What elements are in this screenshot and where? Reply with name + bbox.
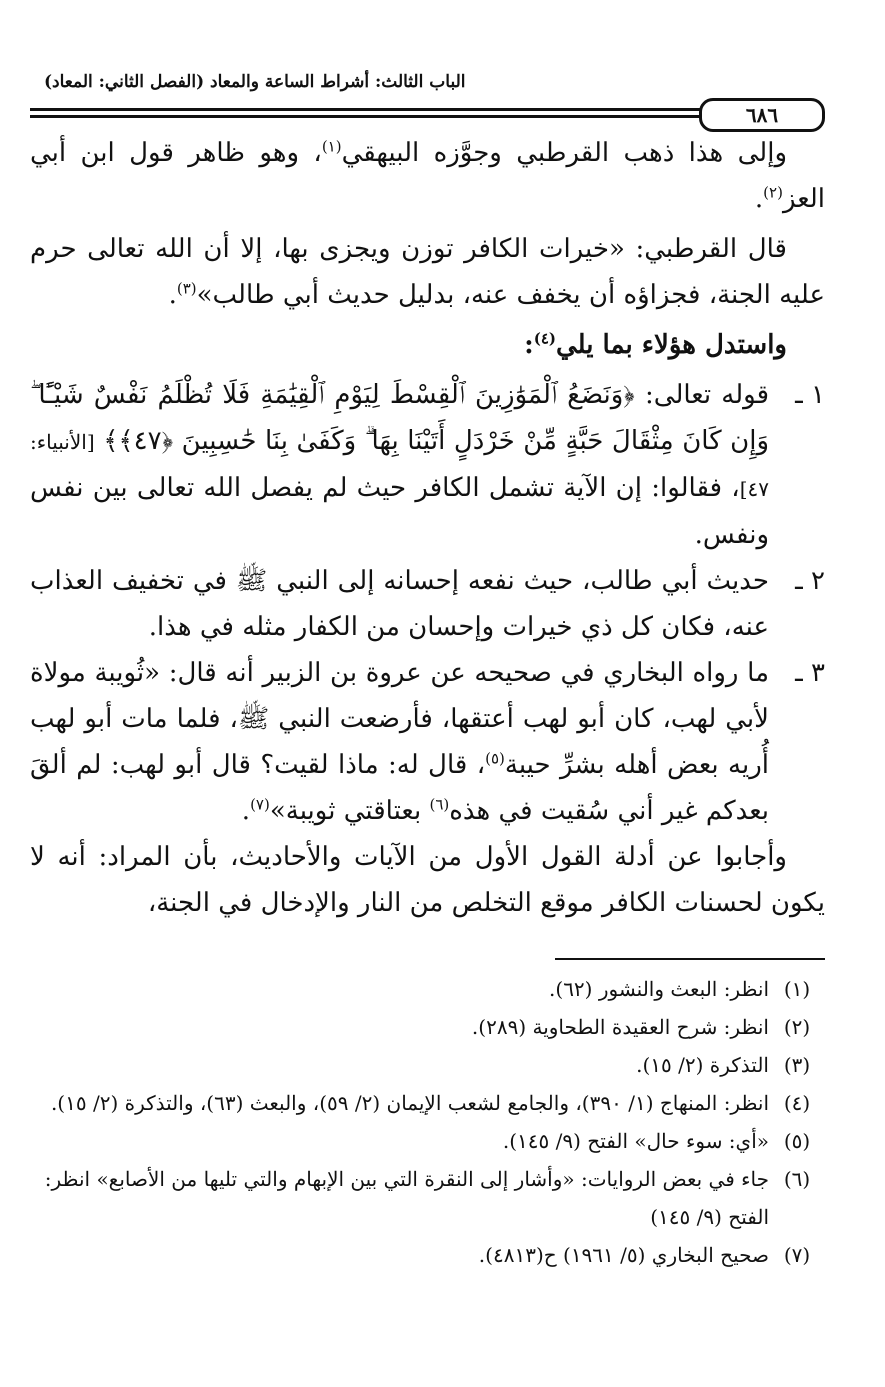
para-text: . bbox=[168, 280, 177, 310]
footnote-number: (٢) bbox=[783, 1015, 811, 1039]
footnote-marker: (٧) bbox=[250, 795, 270, 814]
para-text: . bbox=[754, 184, 764, 214]
footnote-marker: (٤) bbox=[533, 329, 556, 348]
page-header bbox=[30, 60, 825, 130]
footnote bbox=[30, 1084, 825, 1122]
footnote-number: (٥) bbox=[783, 1129, 811, 1153]
footnote bbox=[30, 1008, 825, 1046]
item-text: ما رواه البخاري في صحيحه عن عروة بن الزبير أنه قال: «ثُويبة مولاة لأبي لهب، كان أبو لهب أعتقها، فأرضعت النبي ﷺ، فلما مات أبو لهب أُريه بعض أهله بشرِّ حيبة bbox=[30, 658, 770, 780]
item-body bbox=[30, 650, 769, 834]
header-rule-bottom bbox=[30, 115, 700, 118]
list-item bbox=[30, 650, 825, 834]
paragraph-2 bbox=[30, 226, 825, 318]
footnote-text: انظر: المنهاج (١/ ٣٩٠)، والجامع لشعب الإيمان (٢/ ٥٩)، والبعث (٦٣)، والتذكرة (٢/ ١٥). bbox=[50, 1091, 769, 1115]
footnote-number: (٧) bbox=[783, 1243, 811, 1267]
footnote-text: التذكرة (٢/ ١٥). bbox=[636, 1053, 769, 1077]
item-body bbox=[30, 372, 769, 558]
footnote bbox=[30, 1236, 825, 1274]
page-number: ٦٨٦ bbox=[699, 98, 825, 132]
item-text: . bbox=[241, 796, 251, 826]
footnote-text: «أي: سوء حال» الفتح (٩/ ١٤٥). bbox=[502, 1129, 769, 1153]
footnote-text: صحيح البخاري (٥/ ١٩٦١) ح(٤٨١٣). bbox=[478, 1243, 769, 1267]
footnote-list bbox=[30, 970, 825, 1274]
running-head: الباب الثالث: أشراط الساعة والمعاد (الفصل الثاني: المعاد) bbox=[44, 72, 466, 92]
item-text: قوله تعالى: bbox=[634, 380, 770, 410]
footnote-marker: (٥) bbox=[485, 749, 505, 768]
book-page bbox=[30, 60, 825, 1274]
para-text: ، وهو ظاهر قول ابن أبي العز bbox=[30, 138, 825, 214]
header-rule-top bbox=[30, 108, 700, 111]
footnote-number: (١) bbox=[783, 977, 811, 1001]
footnote-marker: (٦) bbox=[429, 795, 450, 814]
footnote bbox=[30, 1046, 825, 1084]
footnote-marker: (١) bbox=[321, 137, 342, 156]
footnote-text: انظر: البعث والنشور (٦٢). bbox=[549, 977, 769, 1001]
footnote bbox=[30, 970, 825, 1008]
paragraph-1 bbox=[30, 130, 825, 222]
footnote-marker: (٢) bbox=[763, 183, 783, 202]
footnote-marker: (٣) bbox=[176, 279, 197, 298]
item-number: ٣ ـ bbox=[795, 658, 825, 688]
footnote-text: جاء في بعض الروايات: «وأشار إلى النقرة التي بين الإبهام والتي تليها من الأصابع» انظر: الفتح (٩/ ١٤٥) bbox=[44, 1167, 769, 1229]
para-text: وإلى هذا ذهب القرطبي وجوَّزه البيهقي bbox=[341, 138, 788, 168]
quran-verse: ﴿وَنَضَعُ ٱلْمَوَٰزِينَ ٱلْقِسْطَ لِيَوْمِ ٱلْقِيَٰمَةِ فَلَا تُظْلَمُ نَفْسٌ شَيْـًٔا ۖ وَإِن كَانَ مِثْقَالَ حَبَّةٍ مِّنْ خَرْدَلٍ أَتَيْنَا بِهَا ۗ وَكَفَىٰ بِنَا حَٰسِبِينَ ﴿٤٧﴾﴾ bbox=[30, 380, 770, 456]
closing-paragraph: وأجابوا عن أدلة القول الأول من الآيات والأحاديث، بأن المراد: أنه لا يكون لحسنات الكافر موقع التخلص من النار والإدخال في الجنة، bbox=[30, 842, 825, 918]
para-text: واستدل هؤلاء بما يلي bbox=[555, 330, 787, 360]
item-number: ١ ـ bbox=[795, 380, 825, 410]
footnote bbox=[30, 1122, 825, 1160]
paragraph-heading bbox=[30, 322, 825, 368]
item-text: ، قال له: ماذا لقيت؟ قال أبو لهب: لم ألقَ بعدكم غير أني سُقيت في هذه bbox=[30, 750, 769, 826]
item-text: ، فقالوا: إن الآية تشمل الكافر حيث لم يفصل الله تعالى بين نفس ونفس. bbox=[30, 473, 769, 550]
list-item bbox=[30, 558, 825, 650]
para-text: : bbox=[524, 330, 534, 360]
footnote bbox=[30, 1160, 825, 1236]
item-text: حديث أبي طالب، حيث نفعه إحسانه إلى النبي ﷺ في تخفيف العذاب عنه، فكان كل ذي خيرات وإحسان من الكفار مثله في هذا. bbox=[30, 566, 769, 642]
footnote-separator bbox=[555, 958, 825, 960]
verse-reference: [الأنبياء: ٤٧] bbox=[30, 430, 769, 501]
footnote-number: (٣) bbox=[783, 1053, 811, 1077]
footnote-text: انظر: شرح العقيدة الطحاوية (٢٨٩). bbox=[471, 1015, 769, 1039]
main-text bbox=[30, 130, 825, 926]
item-text: بعتاقتي ثويبة» bbox=[269, 796, 430, 826]
footnote-number: (٤) bbox=[783, 1091, 811, 1115]
footnote-number: (٦) bbox=[783, 1167, 811, 1191]
item-number: ٢ ـ bbox=[795, 566, 825, 596]
para-text: قال القرطبي: «خيرات الكافر توزن ويجزى بها، إلا أن الله تعالى حرم عليه الجنة، فجزاؤه أن يخفف عنه، بدليل حديث أبي طالب» bbox=[30, 234, 825, 310]
list-item bbox=[30, 372, 825, 558]
